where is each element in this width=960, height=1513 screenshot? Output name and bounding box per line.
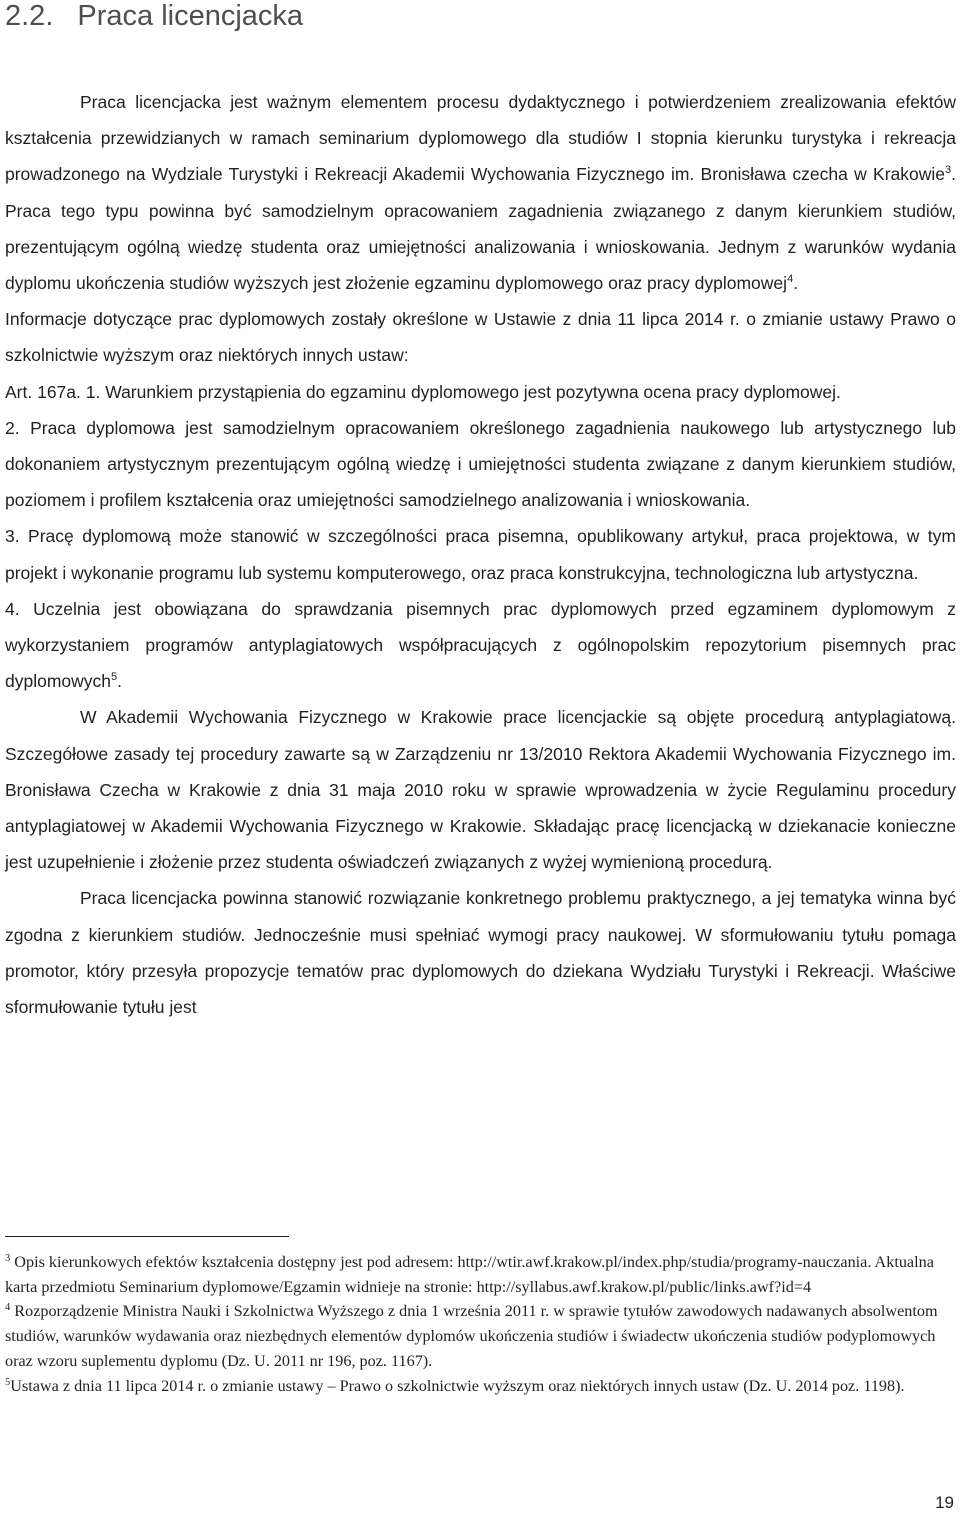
paragraph-art-3: 3. Pracę dyplomową może stanowić w szczególności praca pisemna, opublikowany artykuł, praca projektowa, w tym projekt i wykonanie programu lub systemu komputerowego, oraz praca konstrukcyjna, technologiczna lub artystyczna. (5, 526, 956, 583)
footnote-text: Opis kierunkowych efektów kształcenia dostępny jest pod adresem: http://wtir.awf.krakow.pl/index.php/studia/programy-nauczania. Aktualna karta przedmiotu Seminarium dyplomowe/Egzamin widnieje na stronie: http://syllabus.awf.krakow.pl/public/links.awf?id=4 (5, 1253, 934, 1296)
body-text (5, 84, 956, 1025)
footnote-ref[interactable]: 4 (787, 273, 794, 286)
paragraph-thesis-topic: Praca licencjacka powinna stanowić rozwiązanie konkretnego problemu praktycznego, a jej tematyka winna być zgodna z kierunkiem studiów. Jednocześnie musi spełniać wymogi pracy naukowej. W sformułowaniu tytułu pomaga promotor, który przesyła propozycje tematów prac dyplomowych do dziekana Wydziału Turystyki i Rekreacji. Właściwe sformułowanie tytułu jest (5, 888, 956, 1018)
footnote-number: 3 (5, 1253, 11, 1264)
paragraph-text: Praca licencjacka jest ważnym elementem procesu dydaktycznego i potwierdzeniem zrealizowania efektów kształcenia przewidzianych w ramach seminarium dyplomowego dla studiów I stopnia kierunku turystyka i rekreacja prowadzonego na Wydziale Turystyki i Rekreacji Akademii Wychowania Fizycznego im. Bronisława czecha w Krakowie (5, 92, 956, 185)
paragraph-text: . Praca tego typu powinna być samodzielnym opracowaniem zagadnienia związanego z danym kierunkiem studiów, prezentującym ogólną wiedzę studenta oraz umiejętności analizowania i wnioskowania. Jednym z warunków wydania dyplomu ukończenia studiów wyższych jest złożenie egzaminu dyplomowego oraz pracy dyplomowej (5, 164, 956, 294)
paragraph-text: . (117, 671, 123, 692)
section-title: Praca licencjacka (77, 0, 304, 32)
footnote-text: Ustawa z dnia 11 lipca 2014 r. o zmianie ustawy – Prawo o szkolnictwie wyższym oraz niektórych innych ustaw (Dz. U. 2014 poz. 1198). (10, 1376, 905, 1395)
footnote-text: Rozporządzenie Ministra Nauki i Szkolnictwa Wyższego z dnia 1 września 2011 r. w sprawie tytułów zawodowych nadawanych absolwentom studiów, warunków wydawania oraz niezbędnych elementów dyplomów ukończenia studiów i świadectw ukończenia studiów podyplomowych oraz wzoru suplementu dyplomu (Dz. U. 2011 nr 196, poz. 1167). (5, 1302, 938, 1370)
paragraph-antiplagiarism: W Akademii Wychowania Fizycznego w Krakowie prace licencjackie są objęte procedurą antyplagiatową. Szczegółowe zasady tej procedury zawarte są w Zarządzeniu nr 13/2010 Rektora Akademii Wychowania Fizycznego im. Bronisława Czecha w Krakowie z dnia 31 maja 2010 roku w sprawie wprowadzenia w życie Regulaminu procedury antyplagiatowej w Akademii Wychowania Fizycznego w Krakowie. Składając pracę licencjacką w dziekanacie konieczne jest uzupełnienie i złożenie przez studenta oświadczeń związanych z wyżej wymienioną procedurą. (5, 707, 956, 873)
paragraph-text: 4. Uczelnia jest obowiązana do sprawdzania pisemnych prac dyplomowych przed egzaminem dyplomowym z wykorzystaniem programów antyplagiatowych współpracujących z ogólnopolskim repozytorium pisemnych prac dyplomowych (5, 598, 956, 692)
footnote-4 (5, 1299, 956, 1373)
footnote-ref[interactable]: 5 (111, 671, 118, 684)
paragraph-text: . (793, 273, 799, 294)
paragraph-art-2: 2. Praca dyplomowa jest samodzielnym opracowaniem określonego zagadnienia naukowego lub artystycznego lub dokonaniem artystycznym prezentującym ogólną wiedzę i umiejętności studenta związane z danym kierunkiem studiów, poziomem i profilem kształcenia oraz umiejętności samodzielnego analizowania i wnioskowania. (5, 417, 956, 511)
footnote-separator (5, 1236, 289, 1237)
footnote-number: 5 (5, 1376, 11, 1388)
paragraph-art-4 (5, 591, 956, 700)
paragraph-art-1: Art. 167a. 1. Warunkiem przystąpienia do egzaminu dyplomowego jest pozytywna ocena pracy dyplomowej. (5, 381, 841, 402)
footnote-5 (5, 1374, 956, 1399)
page-number: 19 (935, 1493, 954, 1512)
section-number: 2.2. (5, 0, 54, 32)
paragraph-law-intro: Informacje dotyczące prac dyplomowych zostały określone w Ustawie z dnia 11 lipca 2014 r. o zmianie ustawy Prawo o szkolnictwie wyższym oraz niektórych innych ustaw: (5, 309, 956, 366)
footnote-3 (5, 1250, 956, 1299)
paragraph-intro (5, 84, 956, 301)
section-heading (5, 0, 303, 34)
footnotes (5, 1250, 956, 1398)
footnote-number: 4 (5, 1302, 11, 1314)
footnote-ref[interactable]: 3 (945, 164, 952, 177)
